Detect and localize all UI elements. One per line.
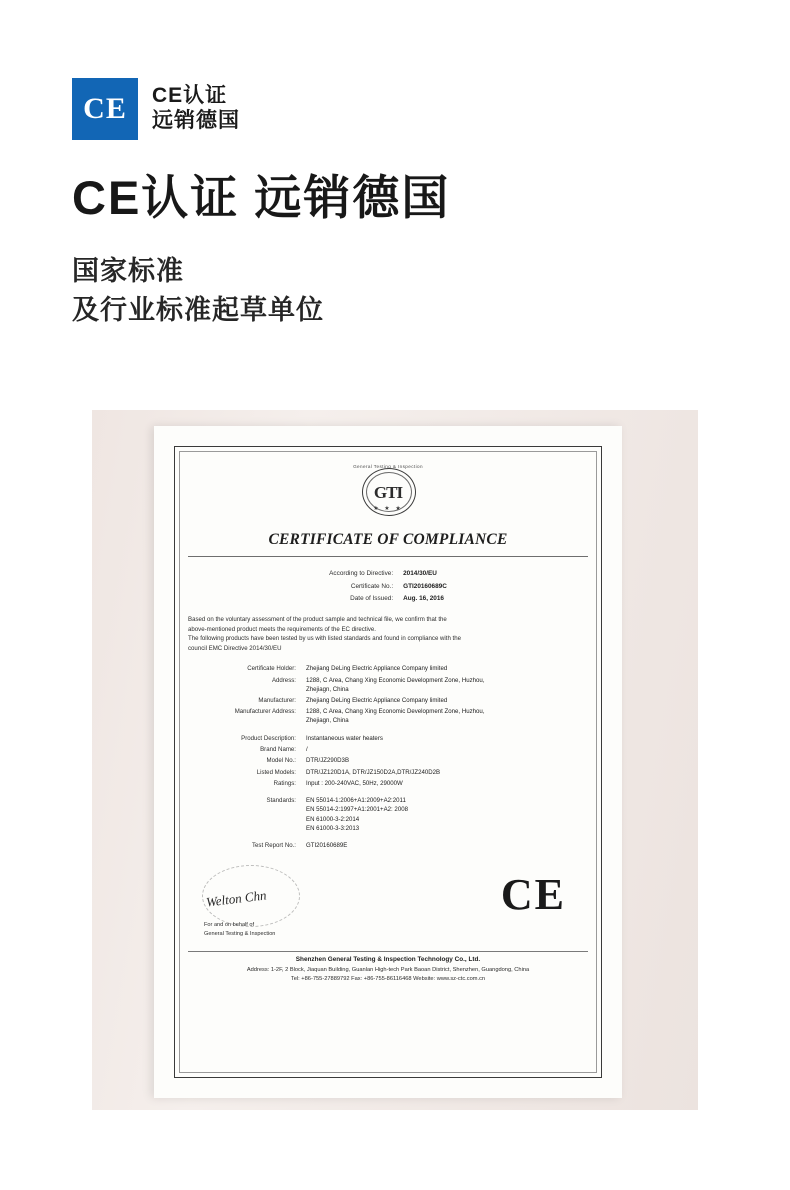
page-title: CE认证 远销德国 xyxy=(72,171,451,224)
detail-key: Address: xyxy=(271,676,296,684)
statement-line-3: The following products have been tested by us with listed standards and found in compliance with the xyxy=(188,635,462,643)
detail-row xyxy=(188,663,588,674)
detail-row xyxy=(188,744,588,755)
detail-value-line: EN 61000-3-3:2013 xyxy=(306,824,360,832)
meta-value: 2014/30/EU xyxy=(403,569,437,577)
subtitle-line-2: 及行业标准起草单位 xyxy=(72,294,324,325)
detail-value: DTR/JZ120D1A, DTR/JZ150D2A,DTR/JZ240D2B xyxy=(306,768,441,776)
detail-value: Input : 200-240VAC, 50Hz, 29000W xyxy=(306,779,403,787)
detail-value-line: EN 61000-3-2:2014 xyxy=(306,815,360,823)
statement-line-4: council EMC Directive 2014/30/EU xyxy=(188,645,282,653)
detail-value: Zhejiang DeLing Electric Appliance Company limited xyxy=(306,665,448,673)
detail-value xyxy=(306,706,588,726)
certificate-photo xyxy=(92,410,698,1110)
gti-logo-icon xyxy=(351,466,425,526)
brand-labels xyxy=(152,84,240,134)
meta-label: According to Directive: xyxy=(329,569,394,577)
detail-row xyxy=(188,789,588,834)
detail-key: Listed Models: xyxy=(256,768,296,776)
meta-value: Aug. 16, 2016 xyxy=(403,595,444,603)
detail-row xyxy=(188,834,588,851)
signature-caption-line-1: For and on behalf of xyxy=(204,922,255,929)
ce-mark-icon: CE xyxy=(500,870,566,920)
gti-letters: GTI xyxy=(373,483,403,502)
meta-value: GTI20160689C xyxy=(403,582,447,590)
detail-value-line: 1288, C Area, Chang Xing Economic Development Zone, Huzhou, xyxy=(306,676,485,684)
detail-key: Model No.: xyxy=(266,757,296,765)
detail-value-line: Zhejiagn, China xyxy=(306,717,349,725)
detail-key: Manufacturer: xyxy=(258,696,296,704)
detail-row xyxy=(188,778,588,789)
footer-address: Address: 1-2F, 2 Block, Jiaquan Building, Guanlan High-tech Park Baoan District, Shenzhen, Guangdong, China xyxy=(246,966,530,973)
detail-key: Brand Name: xyxy=(260,746,296,753)
detail-value-line: Zhejiagn, China xyxy=(306,685,349,693)
detail-value-line: EN 55014-2:1997+A1:2001+A2: 2008 xyxy=(306,806,408,814)
meta-row xyxy=(329,593,447,606)
detail-value xyxy=(306,789,588,834)
detail-value: GTI20160689E xyxy=(306,841,348,849)
meta-label: Date of Issued: xyxy=(350,595,394,603)
header-block xyxy=(0,0,790,330)
certificate-footer xyxy=(188,955,588,984)
detail-row xyxy=(188,755,588,766)
detail-value: DTR/JZ290D3B xyxy=(306,757,350,765)
page-subtitle xyxy=(72,252,790,330)
detail-value: Zhejiang DeLing Electric Appliance Company limited xyxy=(306,696,448,704)
subtitle-line-1: 国家标准 xyxy=(72,255,184,286)
signature: Welton Chn xyxy=(205,887,268,910)
detail-value: Instantaneous water heaters xyxy=(306,734,383,742)
detail-row xyxy=(188,767,588,778)
detail-value-line: 1288, C Area, Chang Xing Economic Development Zone, Huzhou, xyxy=(306,708,485,716)
detail-key: Certificate Holder: xyxy=(247,665,296,673)
title-divider xyxy=(188,556,588,557)
signature-caption-line-2: General Testing & Inspection xyxy=(204,930,276,937)
certificate-title: CERTIFICATE OF COMPLIANCE xyxy=(268,531,508,548)
certificate-detail-table xyxy=(188,663,588,851)
detail-key: Standards: xyxy=(266,797,296,805)
detail-row xyxy=(188,674,588,694)
detail-key: Test Report No.: xyxy=(251,841,296,849)
brand-line-1: CE认证 xyxy=(152,84,228,108)
meta-row xyxy=(329,580,447,593)
detail-key: Ratings: xyxy=(273,779,296,787)
certificate-paper xyxy=(154,426,622,1098)
certificate-meta-table xyxy=(329,567,447,605)
footer-company: Shenzhen General Testing & Inspection Technology Co., Ltd. xyxy=(295,956,481,964)
detail-row xyxy=(188,727,588,744)
gti-arc-text: General Testing & Inspection xyxy=(353,464,423,469)
detail-value: / xyxy=(306,746,308,753)
ce-logo-badge xyxy=(72,78,138,140)
meta-label: Certificate No.: xyxy=(350,582,394,590)
certificate-content xyxy=(188,460,588,1064)
footer-divider xyxy=(188,951,588,952)
gti-stars: ★ ★ ★ xyxy=(373,506,403,512)
detail-value-line: EN 55014-1:2006+A1:2009+A2:2011 xyxy=(306,797,406,805)
detail-value xyxy=(306,674,588,694)
brand-row xyxy=(72,78,790,140)
certificate-statement xyxy=(188,615,588,654)
signature-area xyxy=(188,863,588,949)
detail-row xyxy=(188,706,588,726)
brand-line-2: 远销德国 xyxy=(152,109,240,132)
statement-line-2: above-mentioned product meets the requirements of the EC directive. xyxy=(188,625,376,633)
meta-row xyxy=(329,567,447,580)
detail-key: Manufacturer Address: xyxy=(234,708,296,716)
detail-row xyxy=(188,695,588,706)
statement-line-1: Based on the voluntary assessment of the product sample and technical file, we confirm that the xyxy=(188,615,447,623)
detail-key: Product Description: xyxy=(241,734,296,742)
signature-caption xyxy=(204,921,275,938)
ce-badge-label: CE xyxy=(83,92,127,125)
footer-contact: Tel: +86-755-27889792 Fax: +86-755-86116468 Website: www.sz-ctc.com.cn xyxy=(290,976,486,983)
